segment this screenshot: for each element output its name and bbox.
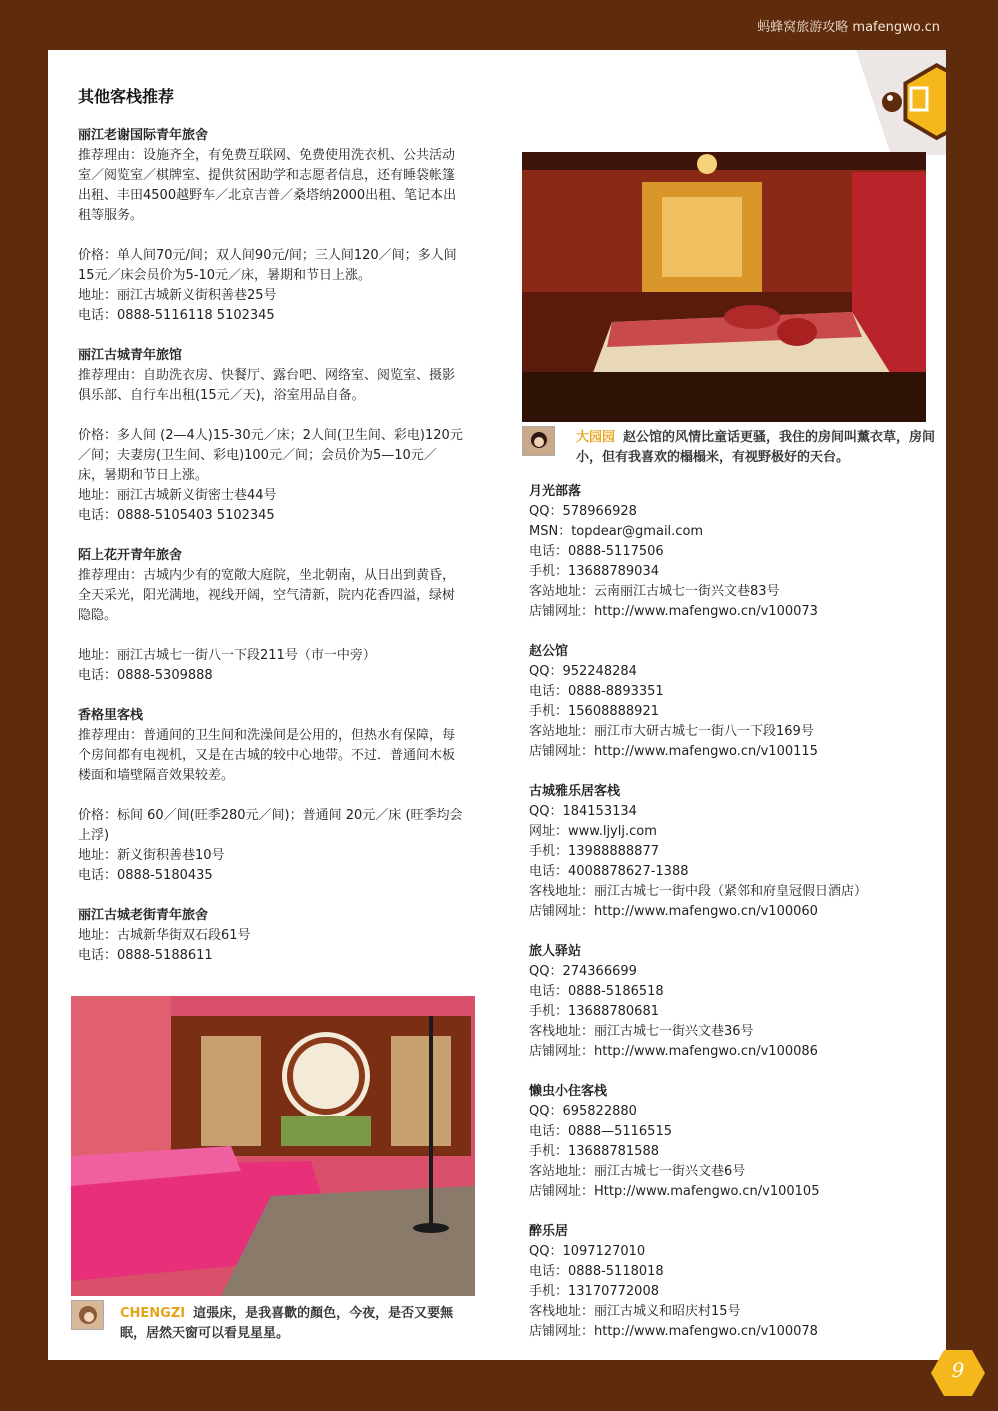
spacer bbox=[78, 626, 470, 646]
info-line: 地址：新义街积善巷10号 bbox=[78, 848, 225, 863]
info-line: QQ：1097127010 bbox=[529, 1244, 646, 1259]
hostel-name: 丽江古城青年旅馆 bbox=[78, 348, 183, 363]
info-line: 手机：13688780681 bbox=[529, 1004, 659, 1019]
hostel-name: 旅人驿站 bbox=[529, 944, 582, 959]
info-line: 手机：13688781588 bbox=[529, 1144, 659, 1159]
info-line: 电话：0888-5118018 bbox=[529, 1264, 664, 1279]
hostel-entry bbox=[529, 642, 929, 762]
info-line: 网址：www.ljylj.com bbox=[529, 824, 657, 839]
info-line: 店铺网址：http://www.mafengwo.cn/v100073 bbox=[529, 604, 818, 619]
left-column bbox=[78, 126, 470, 986]
info-line: 地址：丽江古城新义街积善巷25号 bbox=[78, 288, 277, 303]
avatar bbox=[522, 426, 555, 456]
page-sheet bbox=[48, 50, 946, 1360]
info-line: 价格：单人间70元/间；双人间90元/间；三人间120／间；多人间 bbox=[78, 248, 457, 263]
info-line: 床，暑期和节日上涨。 bbox=[78, 468, 209, 483]
info-line: 电话：0888-5116118 5102345 bbox=[78, 308, 275, 323]
info-line: 出租、丰田4500越野车／北京吉普／桑塔纳2000出租、笔记本出 bbox=[78, 188, 457, 203]
info-line: 客站地址：丽江市大研古城七一街八一下段169号 bbox=[529, 724, 814, 739]
right-column bbox=[529, 482, 929, 1360]
info-line: 俱乐部、自行车出租(15元／天)，浴室用品自备。 bbox=[78, 388, 365, 403]
info-line: 客栈地址：丽江古城义和昭庆村15号 bbox=[529, 1304, 741, 1319]
hostel-entry bbox=[529, 482, 929, 622]
hostel-name: 醉乐居 bbox=[529, 1224, 569, 1239]
hostel-name: 月光部落 bbox=[529, 484, 582, 499]
info-line: ／间；夫妻房(卫生间、彩电)100元／间；会员价为5—10元／ bbox=[78, 448, 437, 463]
room-photo-zhao bbox=[522, 152, 926, 422]
info-line: 推荐理由：古城内少有的宽敞大庭院，坐北朝南，从日出到黄昏， bbox=[78, 568, 456, 583]
info-line: 店铺网址：http://www.mafengwo.cn/v100115 bbox=[529, 744, 818, 759]
brand-header: 蚂蜂窝旅游攻略 mafengwo.cn bbox=[757, 20, 940, 35]
info-line: QQ：274366699 bbox=[529, 964, 637, 979]
spacer bbox=[78, 226, 470, 246]
hostel-name: 赵公馆 bbox=[529, 644, 569, 659]
info-line: 手机：13688789034 bbox=[529, 564, 659, 579]
info-line: 价格：标间 60／间(旺季280元／间)；普通间 20元／床 (旺季均会 bbox=[78, 808, 463, 823]
info-line: 店铺网址：Http://www.mafengwo.cn/v100105 bbox=[529, 1184, 820, 1199]
logo-badge-icon bbox=[796, 50, 946, 155]
hostel-name: 古城雅乐居客栈 bbox=[529, 784, 621, 799]
info-line: 店铺网址：http://www.mafengwo.cn/v100078 bbox=[529, 1324, 818, 1339]
avatar bbox=[71, 1300, 104, 1330]
info-line: 电话：0888-5309888 bbox=[78, 668, 213, 683]
hostel-entry bbox=[529, 1082, 929, 1202]
room-photo-pink bbox=[71, 996, 475, 1296]
info-line: 地址：丽江古城新义街密士巷44号 bbox=[78, 488, 277, 503]
info-line: 电话：0888-5186518 bbox=[529, 984, 664, 999]
spacer bbox=[78, 406, 470, 426]
caption-author: CHENGZI bbox=[120, 1306, 186, 1321]
photo-caption-left bbox=[120, 1304, 470, 1344]
info-line: QQ：695822880 bbox=[529, 1104, 637, 1119]
info-line: 电话：0888-5105403 5102345 bbox=[78, 508, 275, 523]
info-line: 推荐理由：设施齐全，有免费互联网、免费使用洗衣机、公共活动 bbox=[78, 148, 456, 163]
info-line: 隐隐。 bbox=[78, 608, 118, 623]
hostel-entry bbox=[529, 782, 929, 922]
info-line: 电话：0888-5117506 bbox=[529, 544, 664, 559]
section-title: 其他客栈推荐 bbox=[78, 87, 175, 106]
hostel-entry bbox=[78, 546, 470, 686]
info-line: 楼面和墙壁隔音效果较差。 bbox=[78, 768, 235, 783]
info-line: 电话：0888—5116515 bbox=[529, 1124, 672, 1139]
page-number: 9 bbox=[951, 1358, 965, 1382]
info-line: QQ：578966928 bbox=[529, 504, 637, 519]
hostel-name: 懒虫小住客栈 bbox=[529, 1084, 608, 1099]
info-line: 推荐理由：普通间的卫生间和洗澡间是公用的，但热水有保障，每 bbox=[78, 728, 456, 743]
hostel-name: 丽江古城老街青年旅舍 bbox=[78, 908, 209, 923]
info-line: 电话：0888-5188611 bbox=[78, 948, 213, 963]
caption-text: 赵公馆的风情比童话更骚，我住的房间叫薰衣草，房间小，但有我喜欢的榻榻米，有视野极好的天台。 bbox=[576, 430, 936, 465]
info-line: 手机：13988888877 bbox=[529, 844, 659, 859]
info-line: 店铺网址：http://www.mafengwo.cn/v100086 bbox=[529, 1044, 818, 1059]
hostel-name: 陌上花开青年旅舍 bbox=[78, 548, 183, 563]
info-line: 全天采光，阳光满地，视线开阔，空气清新，院内花香四溢，绿树 bbox=[78, 588, 456, 603]
hostel-name: 丽江老谢国际青年旅舍 bbox=[78, 128, 209, 143]
info-line: 个房间都有电视机，又是在古城的较中心地带。不过．普通间木板 bbox=[78, 748, 456, 763]
hostel-entry bbox=[78, 126, 470, 326]
hostel-entry bbox=[78, 906, 470, 966]
hostel-entry bbox=[529, 1222, 929, 1342]
info-line: 客栈地址：丽江古城七一街兴文巷36号 bbox=[529, 1024, 754, 1039]
hostel-entry bbox=[78, 346, 470, 526]
info-line: 电话：0888-8893351 bbox=[529, 684, 664, 699]
info-line: 手机：15608888921 bbox=[529, 704, 659, 719]
info-line: 15元／床会员价为5-10元／床，暑期和节日上涨。 bbox=[78, 268, 372, 283]
info-line: 价格：多人间 (2—4人)15-30元／床；2人间(卫生间、彩电)120元 bbox=[78, 428, 463, 443]
spacer bbox=[78, 786, 470, 806]
hostel-entry bbox=[78, 706, 470, 886]
info-line: QQ：952248284 bbox=[529, 664, 637, 679]
hostel-name: 香格里客栈 bbox=[78, 708, 144, 723]
photo-caption-right bbox=[576, 428, 936, 468]
info-line: QQ：184153134 bbox=[529, 804, 637, 819]
info-line: 地址：丽江古城七一街八一下段211号（市一中旁） bbox=[78, 648, 376, 663]
info-line: 地址：古城新华街双石段61号 bbox=[78, 928, 251, 943]
info-line: 租等服务。 bbox=[78, 208, 144, 223]
info-line: MSN：topdear@gmail.com bbox=[529, 524, 704, 539]
info-line: 上浮) bbox=[78, 828, 110, 843]
hostel-entry bbox=[529, 942, 929, 1062]
info-line: 客栈地址：丽江古城七一街中段（紧邻和府皇冠假日酒店） bbox=[529, 884, 868, 899]
info-line: 室／阅览室／棋牌室、提供贫困助学和志愿者信息，还有睡袋帐篷 bbox=[78, 168, 456, 183]
info-line: 手机：13170772008 bbox=[529, 1284, 659, 1299]
info-line: 客站地址：云南丽江古城七一街兴文巷83号 bbox=[529, 584, 780, 599]
info-line: 店铺网址：http://www.mafengwo.cn/v100060 bbox=[529, 904, 818, 919]
caption-text: 這張床，是我喜歡的顏色，今夜，是否又要無眠，居然天窗可以看見星星。 bbox=[120, 1306, 454, 1341]
info-line: 客站地址：丽江古城七一街兴文巷6号 bbox=[529, 1164, 746, 1179]
info-line: 电话：4008878627-1388 bbox=[529, 864, 689, 879]
caption-author: 大园园 bbox=[576, 430, 616, 445]
info-line: 电话：0888-5180435 bbox=[78, 868, 213, 883]
info-line: 推荐理由：自助洗衣房、快餐厅、露台吧、网络室、阅览室、摄影 bbox=[78, 368, 456, 383]
